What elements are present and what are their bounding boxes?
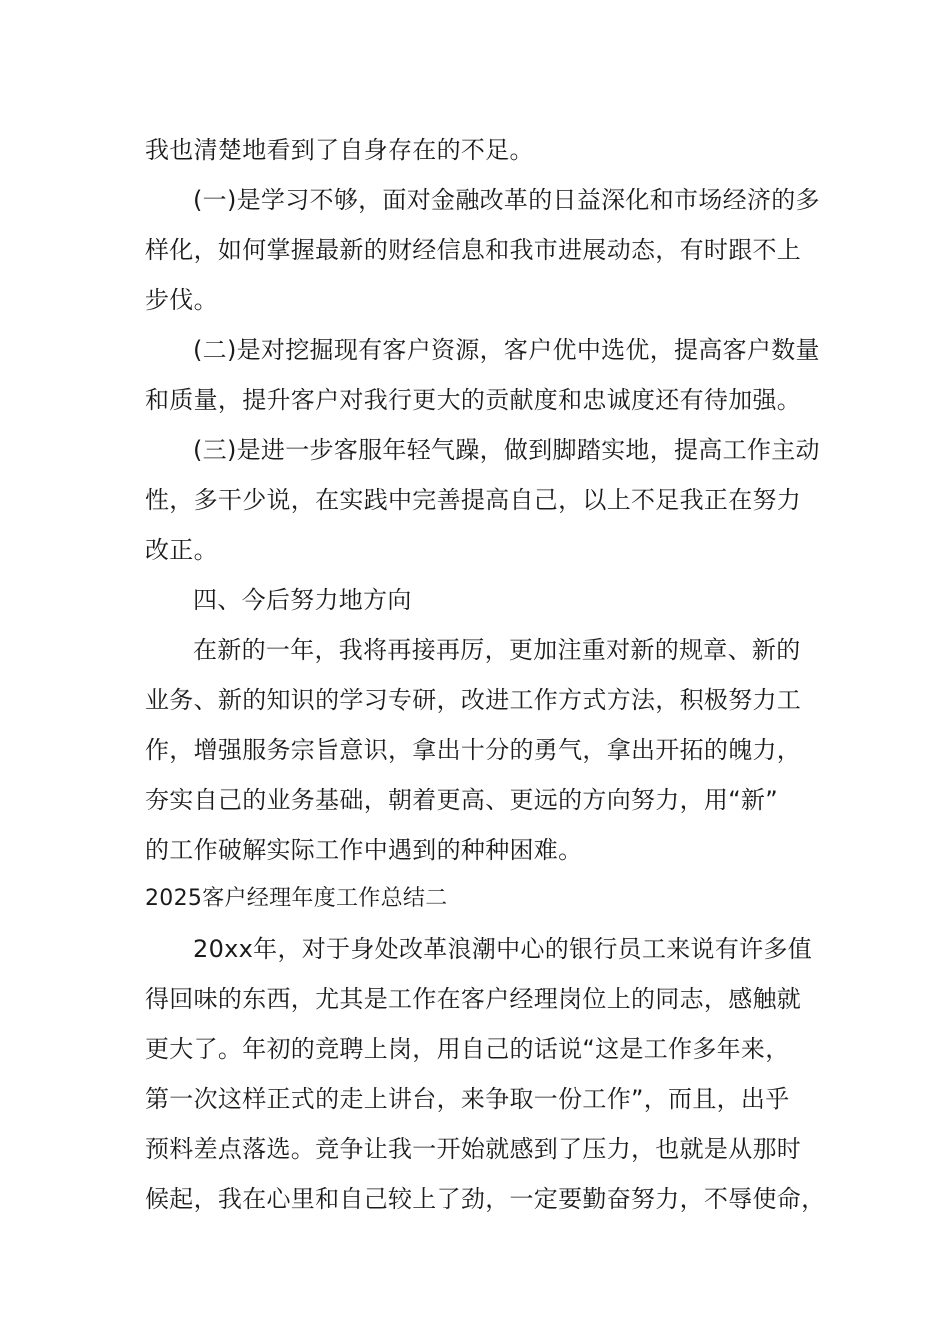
text-line: 我也清楚地看到了自身存在的不足。 [145, 136, 534, 164]
text-line: 预料差点落选。竞争让我一开始就感到了压力，也就是从那时 [145, 1135, 802, 1163]
text-line: (一)是学习不够，面对金融改革的日益深化和市场经济的多 [193, 186, 820, 214]
text-line: 在新的一年，我将再接再厉，更加注重对新的规章、新的 [193, 636, 801, 664]
section-heading: 四、今后努力地方向 [193, 586, 412, 614]
text-line: (三)是进一步客服年轻气躁，做到脚踏实地，提高工作主动 [193, 436, 820, 464]
text-line: 夯实自己的业务基础，朝着更高、更远的方向努力，用“新” [145, 786, 778, 814]
text-line: 性，多干少说，在实践中完善提高自己，以上不足我正在努力 [145, 486, 802, 514]
text-line: 改正。 [145, 536, 218, 564]
text-line: 作，增强服务宗旨意识，拿出十分的勇气，拿出开拓的魄力， [145, 736, 802, 764]
text-line: 得回味的东西，尤其是工作在客户经理岗位上的同志，感触就 [145, 985, 802, 1013]
text-line: 的工作破解实际工作中遇到的种种困难。 [145, 836, 583, 864]
text-line: 更大了。年初的竞聘上岗，用自己的话说“这是工作多年来， [145, 1035, 790, 1063]
text-line: 和质量，提升客户对我行更大的贡献度和忠诚度还有待加强。 [145, 386, 802, 414]
text-line: 第一次这样正式的走上讲台，来争取一份工作”，而且，出乎 [145, 1085, 790, 1113]
text-line: 业务、新的知识的学习专研，改进工作方式方法，积极努力工 [145, 686, 802, 714]
text-line: 候起，我在心里和自己较上了劲，一定要勤奋努力，不辱使命， [145, 1185, 826, 1213]
text-line: 20xx年，对于身处改革浪潮中心的银行员工来说有许多值 [193, 935, 813, 963]
text-line: 样化，如何掌握最新的财经信息和我市进展动态，有时跟不上 [145, 236, 802, 264]
document-title: 2025客户经理年度工作总结二 [145, 886, 448, 911]
text-line: (二)是对挖掘现有客户资源，客户优中选优，提高客户数量 [193, 336, 820, 364]
text-line: 步伐。 [145, 286, 218, 314]
